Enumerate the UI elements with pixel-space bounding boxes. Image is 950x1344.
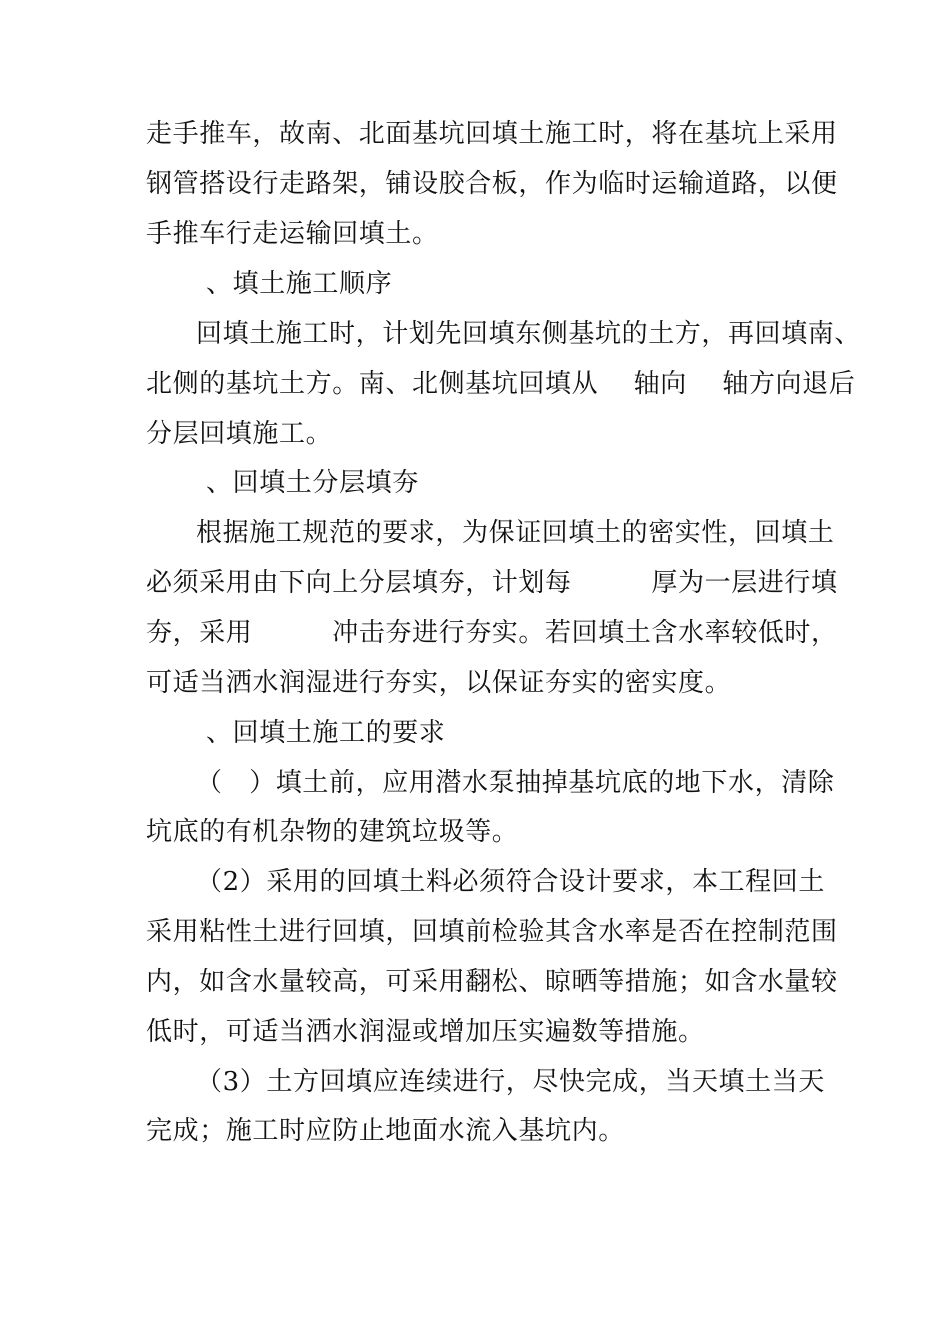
section-heading: 、填土施工顺序 bbox=[206, 269, 393, 299]
paragraph-line: 分层回填施工。 bbox=[146, 419, 333, 449]
list-item-line: 采用粘性土进行回填，回填前检验其含水率是否在控制范围 bbox=[146, 917, 838, 947]
section-heading: 、回填土分层填夯 bbox=[206, 468, 419, 498]
list-item-line: （3）土方回填应连续进行，尽快完成，当天填土当天 bbox=[196, 1067, 825, 1097]
list-item-line: （ ）填土前，应用潜水泵抽掉基坑底的地下水，清除 bbox=[196, 768, 835, 798]
paragraph-line: 根据施工规范的要求，为保证回填土的密实性，回填土 bbox=[196, 518, 835, 548]
paragraph-line: 可适当洒水润湿进行夯实，以保证夯实的密实度。 bbox=[146, 668, 732, 698]
paragraph-line: 北侧的基坑土方。南、北侧基坑回填从 轴向 轴方向退后 bbox=[146, 369, 856, 399]
paragraph-line: 钢管搭设行走路架，铺设胶合板，作为临时运输道路，以便 bbox=[146, 169, 838, 199]
list-item-line: 内，如含水量较高，可采用翻松、晾晒等措施；如含水量较 bbox=[146, 967, 838, 997]
list-item-line: 低时，可适当洒水润湿或增加压实遍数等措施。 bbox=[146, 1017, 705, 1047]
paragraph-line: 必须采用由下向上分层填夯，计划每 厚为一层进行填 bbox=[146, 568, 838, 598]
paragraph-line: 回填土施工时，计划先回填东侧基坑的土方，再回填南、 bbox=[196, 319, 862, 349]
list-item-line: 坑底的有机杂物的建筑垃圾等。 bbox=[146, 817, 519, 847]
paragraph-line: 走手推车，故南、北面基坑回填土施工时，将在基坑上采用 bbox=[146, 119, 838, 149]
section-heading: 、回填土施工的要求 bbox=[206, 718, 446, 748]
paragraph-line: 手推车行走运输回填土。 bbox=[146, 219, 439, 249]
list-item-line: 完成；施工时应防止地面水流入基坑内。 bbox=[146, 1116, 625, 1146]
list-item-line: （2）采用的回填土料必须符合设计要求，本工程回土 bbox=[196, 867, 825, 897]
paragraph-line: 夯，采用 冲击夯进行夯实。若回填土含水率较低时， bbox=[146, 618, 838, 648]
